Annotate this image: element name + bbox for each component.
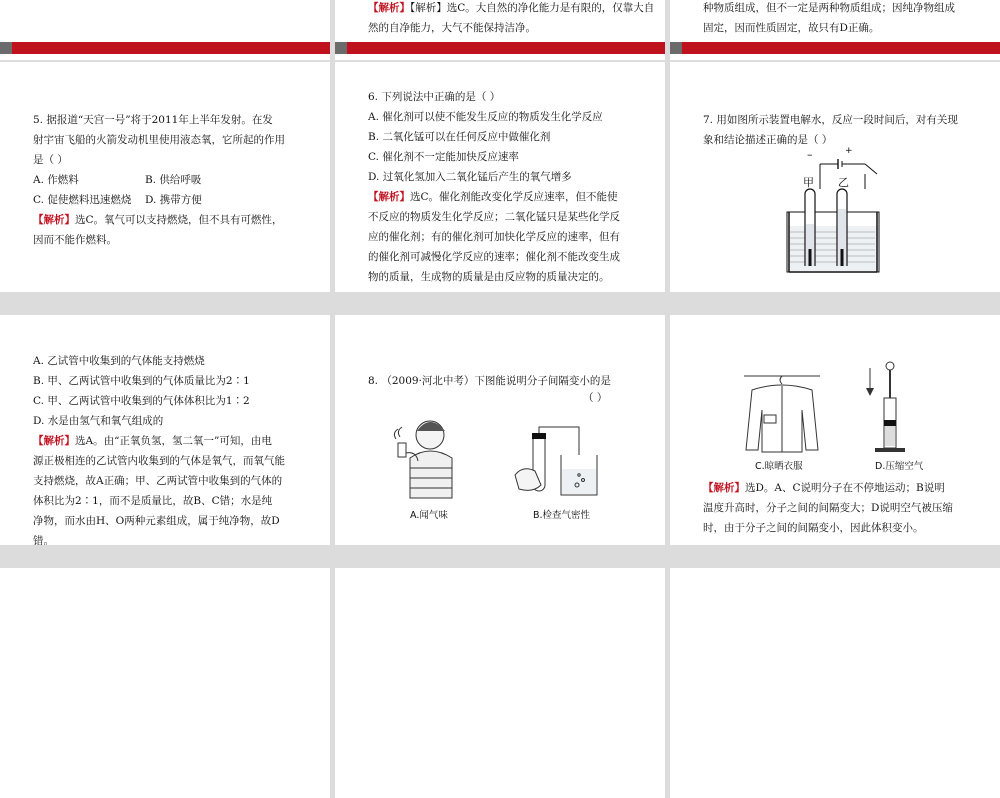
caption-a: A.闻气味 xyxy=(410,510,448,521)
option-row xyxy=(33,190,285,210)
caption-b: B.检查气密性 xyxy=(533,510,591,521)
slide-2 xyxy=(335,0,665,60)
option-b: B. 甲、乙两试管中收集到的气体质量比为2∶1 xyxy=(33,375,250,387)
analysis-line: 源正极相连的乙试管内收集到的气体是氧气，而氧气能 xyxy=(33,455,285,467)
drying-clothes-figure xyxy=(742,370,822,455)
analysis-tag: 【解析】 xyxy=(703,482,745,494)
analysis-text xyxy=(703,0,955,38)
question-line: 是（ ） xyxy=(33,154,68,166)
answer-paren: （ ） xyxy=(583,392,608,404)
slide-next-1 xyxy=(0,568,330,798)
option-d: D. 携带方便 xyxy=(145,194,202,206)
slide-footer-bar xyxy=(335,42,665,54)
question-text xyxy=(703,110,958,150)
analysis-tag: 【解析】 xyxy=(368,2,410,14)
question-line: 象和结论描述正确的是（ ） xyxy=(703,134,833,146)
option-c: C. 促使燃料迅速燃烧 xyxy=(33,194,132,206)
question-text xyxy=(33,351,285,545)
compress-air-figure xyxy=(860,360,920,460)
analysis-line: 支持燃烧，故A正确；甲、乙两试管中收集到的气体的 xyxy=(33,475,283,487)
analysis-line: 错。 xyxy=(33,535,54,545)
option-b: B. 供给呼吸 xyxy=(145,174,202,186)
analysis-line: 温度升高时，分子之间的间隔变大；D说明空气被压缩 xyxy=(703,502,953,514)
electrolysis-diagram xyxy=(785,154,900,274)
analysis-tag: 【解析】 xyxy=(33,214,75,226)
option-c: C. 催化剂不一定能加快反应速率 xyxy=(368,151,519,163)
slide-question-7-options xyxy=(0,315,330,545)
syringe-illustration xyxy=(860,360,920,460)
tube-label-yi: 乙 xyxy=(838,176,849,189)
analysis-text xyxy=(703,478,953,538)
analysis-line: 不反应的物质发生化学反应；二氧化锰只是某些化学反 xyxy=(368,211,620,223)
option-b: B. 二氧化锰可以在任何反应中做催化剂 xyxy=(368,131,551,143)
option-row xyxy=(33,170,285,190)
slide-1 xyxy=(0,0,330,60)
analysis-line: 的催化剂可减慢化学反应的速率；催化剂不能改变生成 xyxy=(368,251,620,263)
minus-sign: – xyxy=(807,148,813,161)
caption-c: C.晾晒衣服 xyxy=(755,461,803,472)
slide-question-8 xyxy=(335,315,665,545)
smelling-figure xyxy=(390,413,465,503)
analysis-tag: 【解析】 xyxy=(33,435,75,447)
slide-question-7 xyxy=(670,62,1000,292)
option-d: D. 过氧化氢加入二氧化锰后产生的氧气增多 xyxy=(368,171,572,183)
option-a: A. 作燃料 xyxy=(33,174,79,186)
question-line: 射宇宙飞船的火箭发动机里使用液态氧，它所起的作用 xyxy=(33,134,285,146)
electrolysis-apparatus-figure xyxy=(785,146,900,274)
analysis-line: 时，由于分子之间的间隔变小，因此体积变小。 xyxy=(703,522,924,534)
plus-sign: + xyxy=(845,146,853,156)
question-text xyxy=(368,87,620,287)
analysis-line: 固定，因而性质固定，故只有D正确。 xyxy=(703,22,880,34)
analysis-line: 因而不能作燃料。 xyxy=(33,234,117,246)
option-d: D. 水是由氢气和氧气组成的 xyxy=(33,415,164,427)
analysis-line: 选C。催化剂能改变化学反应速率，但不能使 xyxy=(410,191,618,203)
analysis-line: 净物，而水由H、O两种元素组成，属于纯净物，故D xyxy=(33,515,280,527)
analysis-line: 物的质量，生成物的质量是由反应物的质量决定的。 xyxy=(368,271,610,283)
analysis-tag: 【解析】 xyxy=(368,191,410,203)
analysis-text xyxy=(368,0,654,38)
question-text xyxy=(368,371,611,391)
analysis-line: 应的催化剂；有的催化剂可加快化学反应的速率，但有 xyxy=(368,231,620,243)
airtightness-figure xyxy=(513,425,603,505)
slide-footer-bar xyxy=(670,42,1000,54)
analysis-line: 体积比为2∶1，而不是质量比，故B、C错；水是纯 xyxy=(33,495,273,507)
tube-label-jia: 甲 xyxy=(803,176,814,189)
question-line: 6. 下列说法中正确的是（ ） xyxy=(368,91,501,103)
analysis-line: 选C。氧气可以支持燃烧，但不具有可燃性， xyxy=(75,214,283,226)
drying-clothes-illustration xyxy=(742,370,822,455)
analysis-line: 然的自净能力，大气不能保持洁净。 xyxy=(368,22,536,34)
analysis-line: 选A。由“正氧负氢，氢二氧一”可知，由电 xyxy=(75,435,272,447)
analysis-line: 种物质组成，但不一定是两种物质组成；因纯净物组成 xyxy=(703,2,955,14)
question-text xyxy=(33,110,285,250)
question-line: 7. 用如图所示装置电解水，反应一段时间后，对有关现 xyxy=(703,114,958,126)
option-a: A. 催化剂可以使不能发生反应的物质发生化学反应 xyxy=(368,111,603,123)
slide-question-6 xyxy=(335,62,665,292)
analysis-line: 【解析】选C。大自然的净化能力是有限的，仅靠大自 xyxy=(410,2,655,14)
slide-3 xyxy=(670,0,1000,60)
smelling-illustration xyxy=(390,413,465,503)
analysis-line: 选D。A、C说明分子在不停地运动；B说明 xyxy=(745,482,945,494)
slide-footer-bar xyxy=(0,42,330,54)
question-line: 5. 据报道“天宫一号”将于2011年上半年发射。在发 xyxy=(33,114,273,126)
caption-d: D.压缩空气 xyxy=(875,461,924,472)
option-a: A. 乙试管中收集到的气体能支持燃烧 xyxy=(33,355,205,367)
slide-next-2 xyxy=(335,568,665,798)
slide-question-8-cont xyxy=(670,315,1000,545)
airtightness-illustration xyxy=(513,425,603,505)
question-line: 8. （2009·河北中考）下图能说明分子间隔变小的是 xyxy=(368,375,611,387)
slide-question-5 xyxy=(0,62,330,292)
option-c: C. 甲、乙两试管中收集到的气体体积比为1∶2 xyxy=(33,395,250,407)
slide-next-3 xyxy=(670,568,1000,798)
